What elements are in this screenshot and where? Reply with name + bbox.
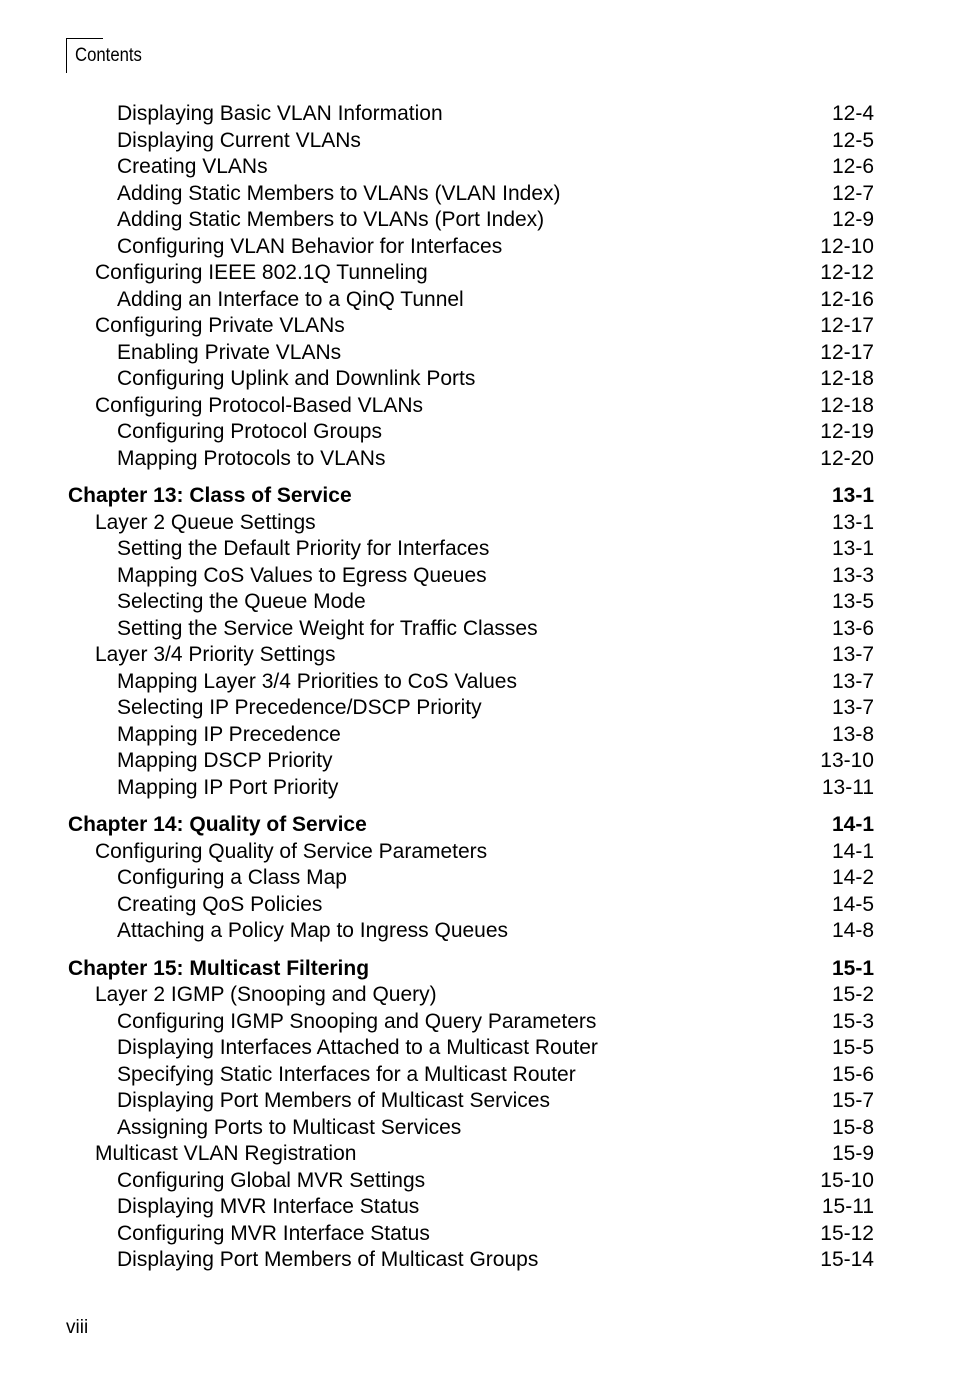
- toc-entry[interactable]: [0, 1194, 954, 1221]
- toc-entry-page: 13-5: [831, 590, 874, 613]
- toc-entry-page: 15-1: [831, 956, 874, 980]
- toc-entry-page: 14-2: [831, 866, 874, 889]
- toc-entry[interactable]: [0, 918, 954, 945]
- toc-entry[interactable]: [0, 446, 954, 473]
- running-header: Contents: [75, 45, 142, 66]
- toc-entry-title: Configuring IGMP Snooping and Query Parameters: [117, 1009, 597, 1033]
- toc-entry[interactable]: [0, 775, 954, 802]
- toc-entry[interactable]: [0, 616, 954, 643]
- table-of-contents: [0, 101, 954, 1274]
- toc-entry-title: Enabling Private VLANs: [117, 340, 342, 364]
- toc-entry[interactable]: [0, 207, 954, 234]
- toc-entry-title: Configuring a Class Map: [117, 866, 347, 889]
- toc-entry-page: 15-11: [821, 1195, 874, 1218]
- toc-entry[interactable]: [0, 536, 954, 563]
- toc-entry-page: 12-18: [820, 367, 874, 390]
- toc-entry[interactable]: [0, 101, 954, 128]
- toc-chapter-entry[interactable]: [0, 483, 954, 510]
- toc-entry[interactable]: [0, 366, 954, 393]
- toc-entry[interactable]: [0, 642, 954, 669]
- toc-entry-page: 15-14: [820, 1248, 874, 1271]
- toc-entry-page: 15-7: [831, 1089, 874, 1112]
- toc-entry[interactable]: [0, 1141, 954, 1168]
- toc-entry-page: 13-1: [831, 537, 874, 560]
- toc-entry[interactable]: [0, 748, 954, 775]
- toc-entry-title: Configuring MVR Interface Status: [117, 1221, 430, 1245]
- page-number: viii: [66, 1317, 89, 1338]
- toc-entry-title: Displaying MVR Interface Status: [117, 1195, 420, 1218]
- toc-entry[interactable]: [0, 287, 954, 314]
- toc-entry-title: Configuring IEEE 802.1Q Tunneling: [95, 261, 428, 284]
- toc-entry-title: Mapping CoS Values to Egress Queues: [117, 563, 487, 587]
- toc-entry-page: 12-17: [820, 314, 874, 337]
- toc-entry-page: 14-1: [831, 813, 874, 836]
- toc-entry-title: Displaying Interfaces Attached to a Multicast Router: [117, 1036, 598, 1059]
- toc-entry-page: 15-8: [831, 1115, 874, 1139]
- toc-entry-title: Configuring Global MVR Settings: [117, 1168, 426, 1192]
- toc-entry-title: Mapping DSCP Priority: [117, 749, 333, 772]
- toc-entry-page: 13-7: [831, 669, 874, 693]
- toc-entry-page: 13-7: [831, 643, 874, 666]
- toc-entry-title: Configuring VLAN Behavior for Interfaces: [117, 234, 503, 258]
- toc-entry[interactable]: [0, 695, 954, 722]
- toc-entry-page: 12-4: [831, 102, 874, 125]
- toc-entry-title: Displaying Basic VLAN Information: [117, 102, 443, 125]
- toc-entry-page: 12-16: [820, 287, 874, 311]
- toc-entry-title: Configuring Uplink and Downlink Ports: [117, 367, 476, 390]
- toc-entry-page: 12-9: [831, 208, 874, 231]
- toc-entry-title: Setting the Default Priority for Interfaces: [117, 537, 490, 560]
- toc-entry[interactable]: [0, 260, 954, 287]
- toc-entry[interactable]: [0, 563, 954, 590]
- toc-entry-page: 15-10: [820, 1168, 874, 1192]
- toc-entry-page: 15-2: [831, 983, 874, 1006]
- toc-entry-title: Mapping Protocols to VLANs: [117, 446, 386, 470]
- toc-entry-page: 13-1: [831, 484, 874, 507]
- toc-entry[interactable]: [0, 1115, 954, 1142]
- toc-entry[interactable]: [0, 669, 954, 696]
- toc-entry-page: 13-6: [831, 616, 874, 640]
- toc-entry[interactable]: [0, 1088, 954, 1115]
- toc-entry-page: 15-12: [820, 1221, 874, 1245]
- toc-entry[interactable]: [0, 154, 954, 181]
- toc-entry-page: 13-3: [831, 563, 874, 587]
- toc-entry[interactable]: [0, 1062, 954, 1089]
- toc-entry-page: 12-6: [831, 155, 874, 178]
- toc-entry[interactable]: [0, 393, 954, 420]
- toc-entry-page: 12-10: [820, 234, 874, 258]
- toc-entry-page: 15-3: [831, 1009, 874, 1033]
- toc-entry-title: Displaying Current VLANs: [117, 128, 361, 152]
- toc-entry-page: 14-5: [831, 892, 874, 916]
- toc-entry[interactable]: [0, 313, 954, 340]
- toc-entry-title: Mapping IP Port Priority: [117, 775, 339, 799]
- toc-entry-title: Adding Static Members to VLANs (Port Index): [117, 208, 545, 231]
- toc-entry-title: Mapping Layer 3/4 Priorities to CoS Values: [117, 669, 517, 693]
- toc-entry-title: Specifying Static Interfaces for a Multicast Router: [117, 1062, 576, 1086]
- toc-entry-page: 12-7: [831, 181, 874, 205]
- toc-entry[interactable]: [0, 234, 954, 261]
- toc-entry[interactable]: [0, 510, 954, 537]
- toc-entry-title: Creating QoS Policies: [117, 892, 323, 916]
- toc-entry[interactable]: [0, 419, 954, 446]
- toc-entry-title: Configuring Quality of Service Parameters: [95, 839, 488, 863]
- toc-entry[interactable]: [0, 340, 954, 367]
- toc-entry[interactable]: [0, 982, 954, 1009]
- toc-entry[interactable]: [0, 1009, 954, 1036]
- toc-entry-page: 14-8: [831, 919, 874, 942]
- toc-entry-title: Adding an Interface to a QinQ Tunnel: [117, 287, 464, 311]
- toc-entry-title: Chapter 15: Multicast Filtering: [68, 956, 370, 980]
- toc-chapter-entry[interactable]: [0, 812, 954, 839]
- toc-entry[interactable]: [0, 1035, 954, 1062]
- toc-entry[interactable]: [0, 589, 954, 616]
- toc-entry-page: 13-8: [831, 722, 874, 746]
- toc-entry-page: 14-1: [831, 839, 874, 863]
- toc-entry-page: 15-5: [831, 1036, 874, 1059]
- toc-entry-title: Displaying Port Members of Multicast Services: [117, 1089, 550, 1112]
- toc-entry-title: Attaching a Policy Map to Ingress Queues: [117, 919, 509, 942]
- toc-entry-title: Creating VLANs: [117, 155, 268, 178]
- toc-entry[interactable]: [0, 865, 954, 892]
- toc-entry[interactable]: [0, 722, 954, 749]
- toc-entry-title: Layer 2 IGMP (Snooping and Query): [95, 983, 437, 1006]
- toc-entry-page: 15-6: [831, 1062, 874, 1086]
- toc-entry[interactable]: [0, 1168, 954, 1195]
- toc-entry-title: Setting the Service Weight for Traffic Classes: [117, 616, 538, 640]
- toc-entry-title: Mapping IP Precedence: [117, 722, 341, 746]
- toc-entry[interactable]: [0, 892, 954, 919]
- toc-entry[interactable]: [0, 1247, 954, 1274]
- toc-entry[interactable]: [0, 839, 954, 866]
- toc-entry-page: 15-9: [831, 1142, 874, 1165]
- toc-entry-page: 12-19: [820, 420, 874, 443]
- toc-entry-title: Multicast VLAN Registration: [95, 1142, 357, 1165]
- toc-entry-title: Layer 3/4 Priority Settings: [95, 643, 336, 666]
- toc-entry-page: 12-18: [820, 393, 874, 417]
- toc-entry-page: 12-12: [820, 261, 874, 284]
- toc-entry-page: 12-5: [831, 128, 874, 152]
- toc-chapter-entry[interactable]: [0, 956, 954, 983]
- toc-entry-title: Chapter 13: Class of Service: [68, 484, 352, 507]
- toc-entry-page: 13-10: [820, 749, 874, 772]
- toc-entry-title: Layer 2 Queue Settings: [95, 510, 316, 534]
- toc-entry-title: Configuring Private VLANs: [95, 314, 345, 337]
- toc-entry-title: Displaying Port Members of Multicast Groups: [117, 1248, 539, 1271]
- toc-entry-page: 12-20: [820, 446, 874, 470]
- toc-entry-page: 13-11: [821, 775, 874, 799]
- toc-entry-title: Chapter 14: Quality of Service: [68, 813, 367, 836]
- toc-entry-page: 13-1: [831, 510, 874, 534]
- toc-entry-page: 13-7: [831, 696, 874, 719]
- toc-entry-title: Selecting the Queue Mode: [117, 590, 366, 613]
- toc-entry-title: Adding Static Members to VLANs (VLAN Index): [117, 181, 561, 205]
- toc-entry-title: Selecting IP Precedence/DSCP Priority: [117, 696, 482, 719]
- toc-entry[interactable]: [0, 128, 954, 155]
- toc-entry-title: Configuring Protocol Groups: [117, 420, 382, 443]
- toc-entry-title: Assigning Ports to Multicast Services: [117, 1115, 462, 1139]
- toc-entry-page: 12-17: [820, 340, 874, 364]
- toc-entry-title: Configuring Protocol-Based VLANs: [95, 393, 424, 417]
- toc-entry[interactable]: [0, 181, 954, 208]
- toc-entry[interactable]: [0, 1221, 954, 1248]
